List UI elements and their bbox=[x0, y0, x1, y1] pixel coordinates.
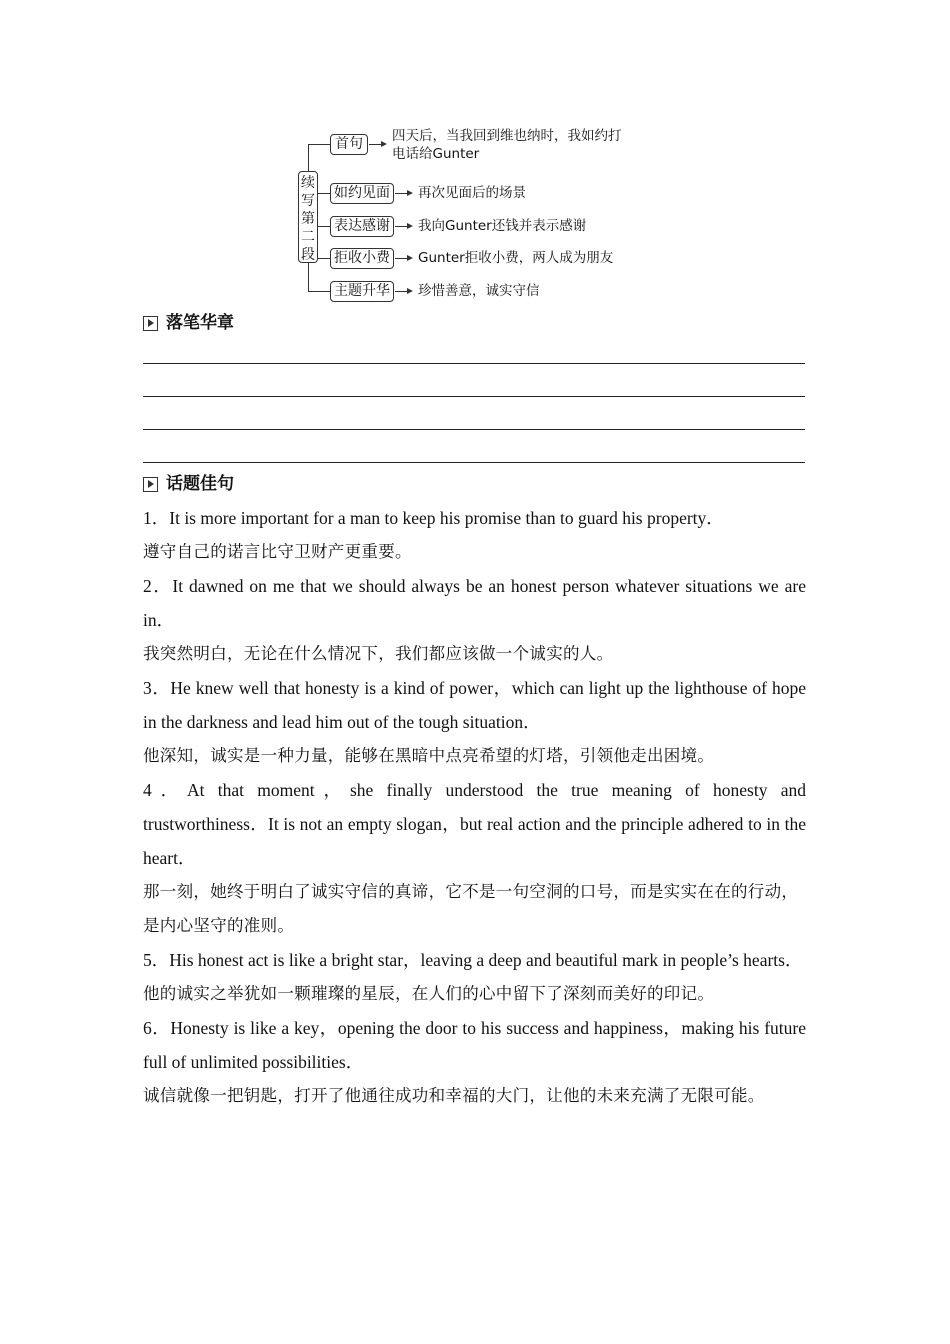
sentence-zh: 我突然明白，无论在什么情况下，我们都应该做一个诚实的人。 bbox=[143, 644, 614, 663]
diagram-root bbox=[298, 171, 318, 263]
writing-line[interactable] bbox=[143, 462, 805, 463]
node-text: 电话给Gunter bbox=[392, 146, 480, 162]
sentence-list bbox=[143, 501, 806, 1113]
diagram-node: 表达感谢 bbox=[330, 216, 394, 237]
sentence-en: 5．His honest act is like a bright star，leaving a deep and beautiful mark in people’s hearts． bbox=[143, 950, 803, 970]
writing-line[interactable] bbox=[143, 363, 805, 364]
outline-diagram bbox=[296, 127, 676, 302]
bracket-line bbox=[318, 226, 330, 227]
root-char: 第 bbox=[301, 211, 315, 227]
sentence-en: 3．He knew well that honesty is a kind of power，which can light up the lighthouse of hope in the darkness and lead him out of the tough situation． bbox=[143, 678, 806, 732]
section-heading-sentences bbox=[143, 473, 234, 495]
bracket-line bbox=[308, 144, 330, 145]
sentence-en: 4．At that moment，she finally understood the true meaning of honesty and trustworthiness．It is not an empty slogan，but real action and the principle adhered to in the heart． bbox=[143, 780, 806, 868]
node-text: 四天后，当我回到维也纳时，我如约打 bbox=[392, 128, 622, 144]
bracket-line bbox=[318, 258, 330, 259]
diagram-node: 拒收小费 bbox=[330, 248, 394, 269]
writing-line[interactable] bbox=[143, 396, 805, 397]
node-text: Gunter拒收小费，两人成为朋友 bbox=[418, 250, 614, 266]
play-icon bbox=[143, 477, 158, 492]
diagram-node: 主题升华 bbox=[330, 281, 394, 302]
arrow-icon bbox=[395, 226, 411, 227]
sentence-en: 2．It dawned on me that we should always be an honest person whatever situations we are in． bbox=[143, 576, 806, 630]
root-char: 段 bbox=[301, 247, 315, 263]
sentence-zh: 他深知，诚实是一种力量，能够在黑暗中点亮希望的灯塔，引领他走出困境。 bbox=[143, 746, 715, 765]
root-char: 二 bbox=[301, 229, 315, 245]
root-char: 写 bbox=[301, 193, 315, 209]
section-title: 落笔华章 bbox=[166, 313, 234, 333]
bracket-line bbox=[308, 263, 309, 291]
sentence-zh: 诚信就像一把钥匙，打开了他通往成功和幸福的大门，让他的未来充满了无限可能。 bbox=[143, 1086, 765, 1105]
sentence-en: 6．Honesty is like a key，opening the door to his success and happiness，making his future full of unlimited possibilities． bbox=[143, 1018, 806, 1072]
writing-line[interactable] bbox=[143, 429, 805, 430]
sentence-en: 1．It is more important for a man to keep his promise than to guard his property． bbox=[143, 508, 724, 528]
arrow-icon bbox=[369, 144, 385, 145]
node-text: 再次见面后的场景 bbox=[418, 185, 526, 201]
root-char: 续 bbox=[301, 175, 315, 191]
sentence-zh: 遵守自己的诺言比守卫财产更重要。 bbox=[143, 542, 412, 561]
arrow-icon bbox=[395, 193, 411, 194]
node-text: 我向Gunter还钱并表示感谢 bbox=[418, 218, 587, 234]
diagram-node: 首句 bbox=[330, 134, 368, 155]
section-heading-writing bbox=[143, 312, 234, 334]
arrow-icon bbox=[395, 291, 411, 292]
arrow-icon bbox=[395, 258, 411, 259]
sentence-zh: 那一刻，她终于明白了诚实守信的真谛，它不是一句空洞的口号，而是实实在在的行动，是内心坚守的准则。 bbox=[143, 882, 799, 935]
bracket-line bbox=[308, 291, 330, 292]
section-title: 话题佳句 bbox=[166, 474, 234, 494]
diagram-node: 如约见面 bbox=[330, 183, 394, 204]
bracket-line bbox=[308, 144, 309, 171]
bracket-line bbox=[318, 193, 330, 194]
play-icon bbox=[143, 316, 158, 331]
node-text: 珍惜善意，诚实守信 bbox=[418, 283, 540, 299]
sentence-zh: 他的诚实之举犹如一颗璀璨的星辰，在人们的心中留下了深刻而美好的印记。 bbox=[143, 984, 715, 1003]
